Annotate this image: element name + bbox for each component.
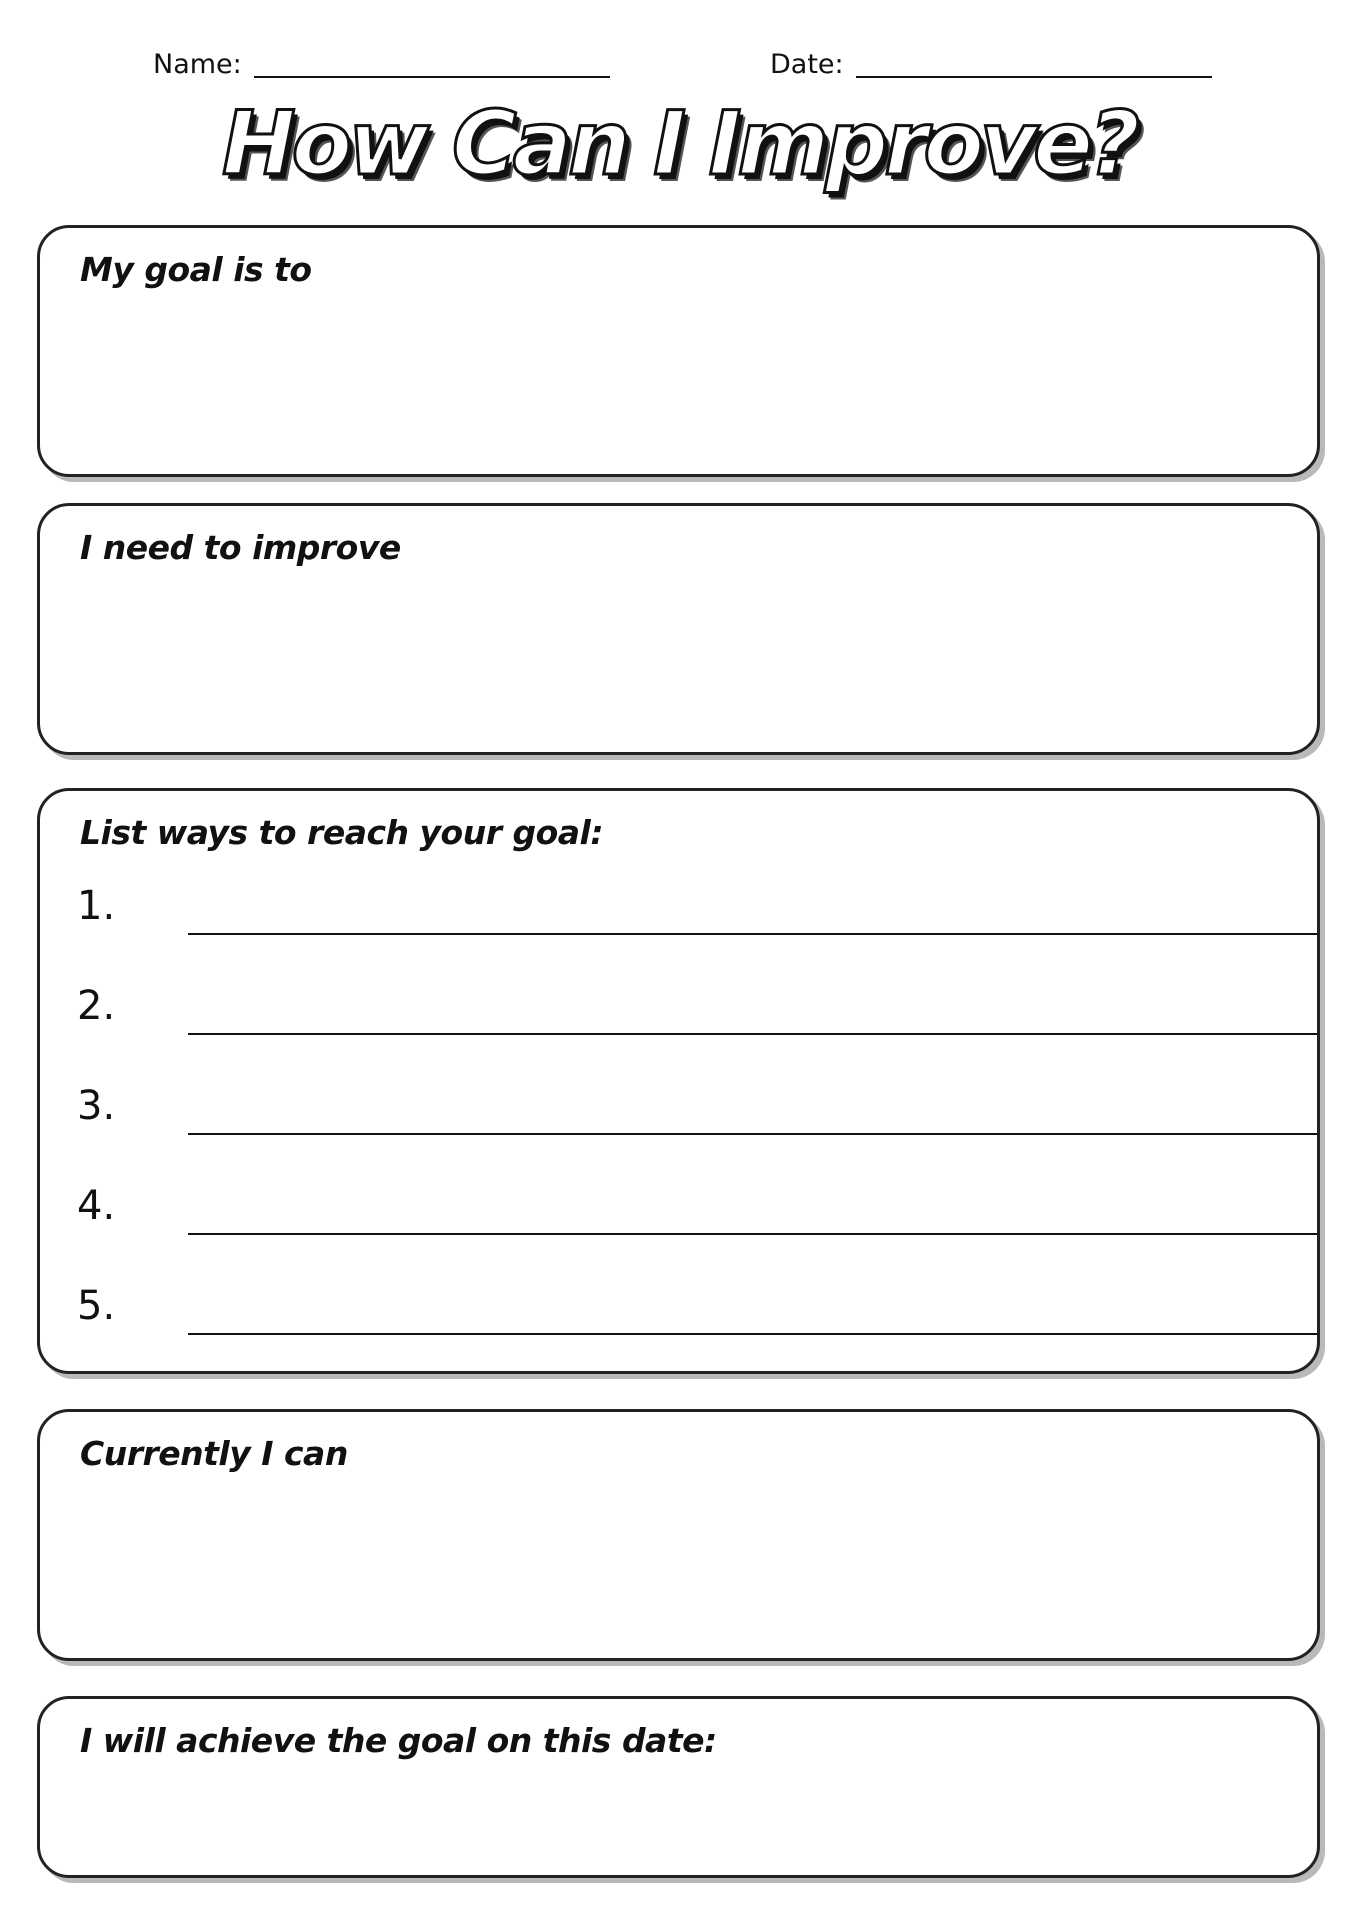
list-item — [77, 1183, 1287, 1243]
page-title: How Can I Improve? — [221, 92, 1137, 195]
list-item-number: 3. — [77, 1083, 116, 1129]
ways-box — [37, 788, 1320, 1374]
name-label: Name: — [153, 49, 242, 80]
goal-box[interactable] — [37, 225, 1320, 477]
achieve-box[interactable] — [37, 1696, 1320, 1878]
achieve-heading: I will achieve the goal on this date: — [80, 1721, 717, 1760]
improve-heading: I need to improve — [80, 528, 401, 567]
current-box[interactable] — [37, 1409, 1320, 1661]
list-item-number: 4. — [77, 1183, 116, 1229]
name-field — [153, 42, 610, 82]
list-item-line[interactable] — [188, 933, 1317, 935]
list-item-line[interactable] — [188, 1133, 1317, 1135]
list-item-line[interactable] — [188, 1033, 1317, 1035]
list-item — [77, 883, 1287, 943]
list-item-number: 5. — [77, 1283, 116, 1329]
list-item-line[interactable] — [188, 1333, 1317, 1335]
list-item-number: 2. — [77, 983, 116, 1029]
date-input-line[interactable] — [856, 75, 1212, 78]
list-item — [77, 1083, 1287, 1143]
list-item-number: 1. — [77, 883, 116, 929]
goal-heading: My goal is to — [80, 250, 312, 289]
ways-heading: List ways to reach your goal: — [80, 813, 604, 852]
list-item-line[interactable] — [188, 1233, 1317, 1235]
date-label: Date: — [770, 49, 844, 80]
list-item — [77, 983, 1287, 1043]
name-input-line[interactable] — [254, 75, 610, 78]
current-heading: Currently I can — [80, 1434, 348, 1473]
list-item — [77, 1283, 1287, 1343]
improve-box[interactable] — [37, 503, 1320, 755]
date-field — [770, 42, 1212, 82]
